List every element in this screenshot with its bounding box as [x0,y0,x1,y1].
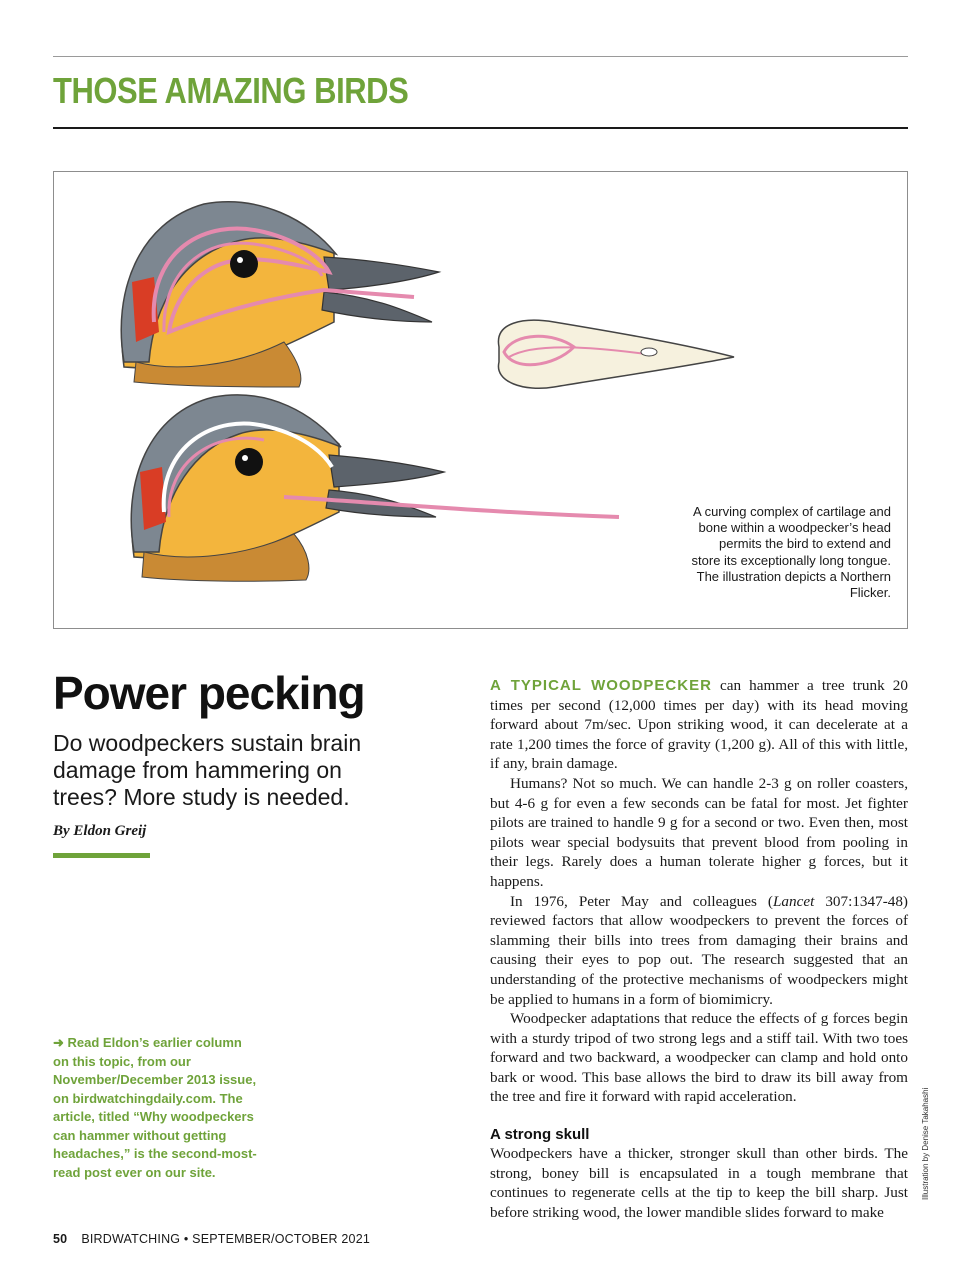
subhead: A strong skull [490,1126,590,1144]
title-rule [53,127,908,129]
flicker-head-extended [131,395,619,581]
article-dek: Do woodpeckers sustain brain damage from hammering on trees? More study is needed. [53,730,362,810]
top-rule [53,56,908,57]
lead-in: A TYPICAL WOODPECKER [490,677,712,694]
paragraph-3-text-a: In 1976, Peter May and colleagues ( [510,892,773,910]
flicker-head-retracted [121,202,439,387]
skull-top-view [498,320,734,388]
paragraph-5: Woodpeckers have a thicker, stronger skull than other birds. The strong, boney bill is encapsulated in a tough membrane that continues to regenerate cells at the tip to keep the bill sharp. Just before striking wood, the lower mandible slides forward to make [490,1145,908,1221]
paragraph-3-text-b: 307:1347-48) reviewed factors that allow woodpeckers to prevent the forces of slamming their bills into trees from damaging their brains and causing their eyes to pop out. The research suggested that an understanding of the protective mechanisms of woodpeckers might be applied to humans in a form of biomimicry. [490,892,908,1008]
section-title: THOSE AMAZING BIRDS [53,70,409,111]
figure-caption: A curving complex of cartilage and bone within a woodpecker’s head permits the bird to extend and store its exceptionally long tongue. The illustration depicts a Northern Flicker. [691,504,891,601]
article-headline: Power pecking [53,667,365,719]
related-article-note[interactable]: ➜ Read Eldon’s earlier column on this topic, from our November/December 2013 issue, on birdwatchingdaily.com. The article, titled “Why woodpeckers can hammer without getting headaches,” is the second-most-read post ever on our site. [53,1035,257,1180]
journal-name: Lancet [772,892,815,910]
paragraph-4: Woodpecker adaptations that reduce the effects of g forces begin with a sturdy tripod of two strong legs and a stiff tail. With two toes forward and two backward, a woodpecker can clamp and hold onto bark or wood. This base allows the bird to draw its bill away from the tree and fire it forward with rapid acceleration. [490,1010,908,1106]
paragraph-2: Humans? Not so much. We can handle 2-3 g on roller coasters, but 4-6 g for even a few seconds can be fatal for most. Jet fighter pilots are trained to handle 9 g for a second or two. Even then, most pilots wear special bodysuits that prevent blood from pooling in their legs. Rarely does a human tolerate higher g forces, but it happens. [490,774,908,890]
illustration-credit: Illustration by Denise Takahashi [921,1087,930,1200]
publication-issue: BIRDWATCHING • SEPTEMBER/OCTOBER 2021 [81,1232,370,1246]
article-body [490,676,908,1222]
byline: By Eldon Greij [53,823,147,839]
byline-accent-bar [53,853,150,858]
paragraph-1 [490,676,908,774]
page-footer [53,1232,370,1246]
woodpecker-illustration [53,171,908,629]
paragraph-3 [490,892,908,1010]
page-number: 50 [53,1232,68,1246]
paragraph-1-text: can hammer a tree trunk 20 times per second (12,000 times per day) with its head moving forward about 7m/sec. Upon striking wood, it can decelerate at a rate 1,200 times the force of gravity (1,200 g). All of this with little, if any, brain damage. [490,677,908,773]
